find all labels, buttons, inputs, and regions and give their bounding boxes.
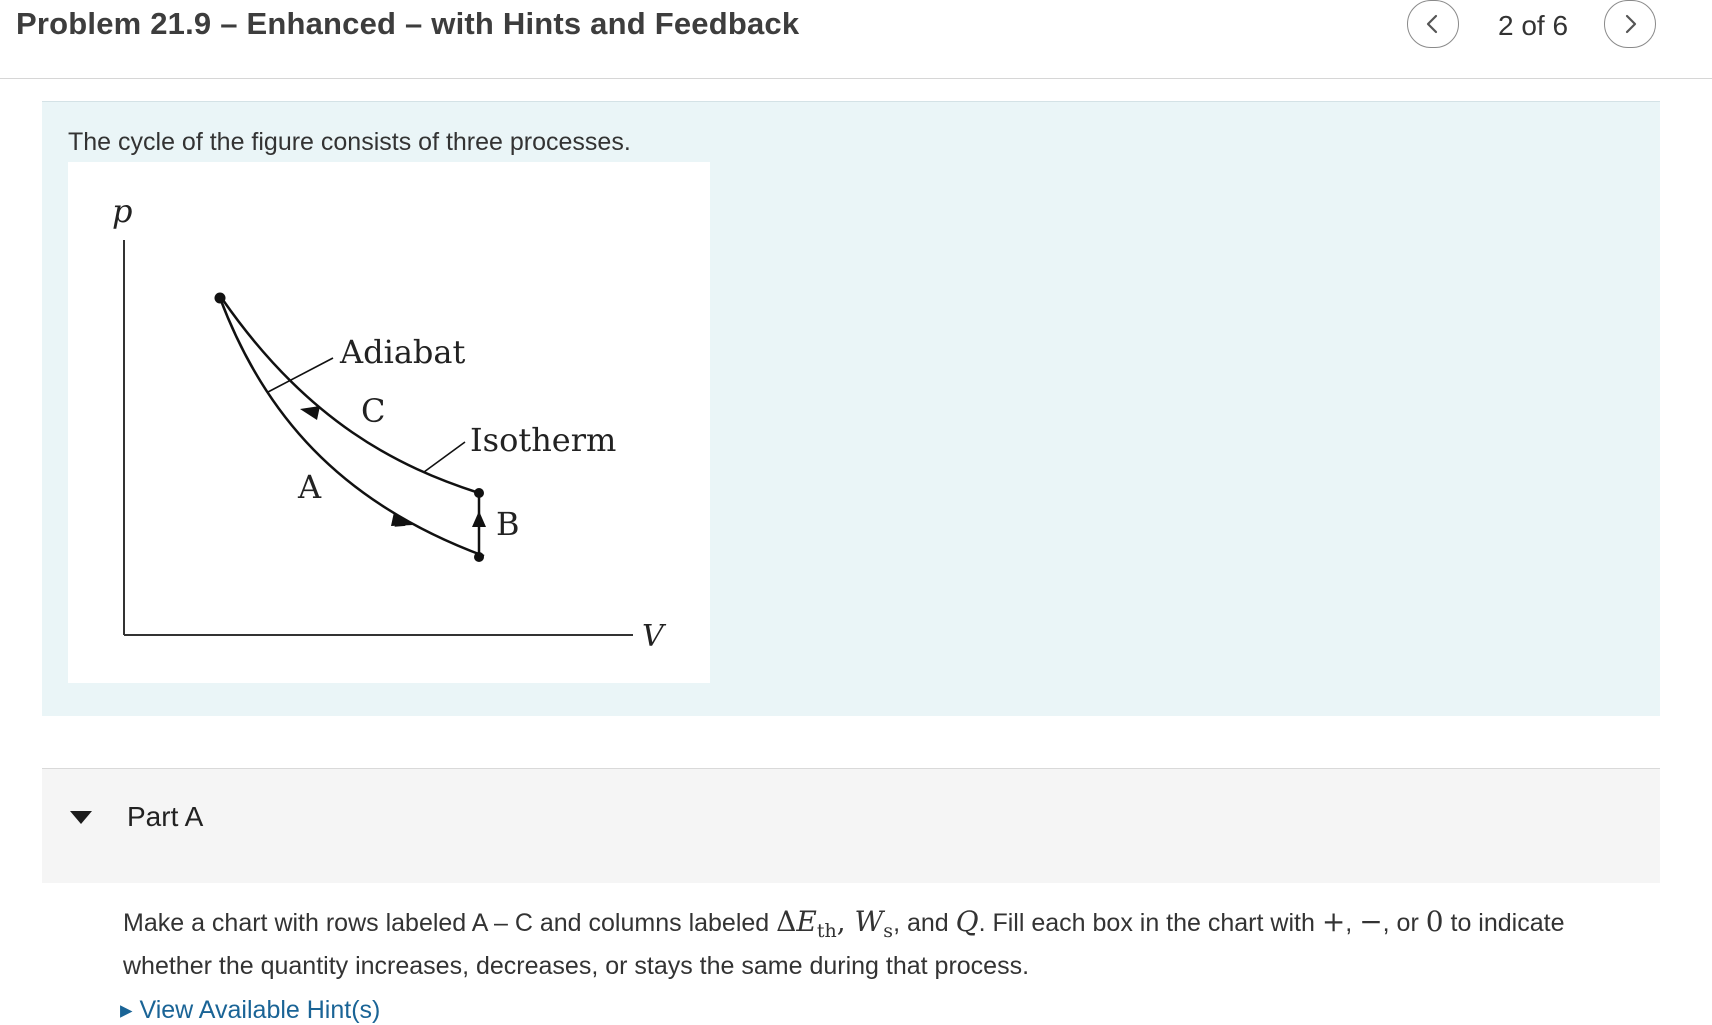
process-a-arrowhead xyxy=(391,512,413,526)
zero-symbol: 0 xyxy=(1425,905,1444,938)
problem-title: Problem 21.9 – Enhanced – with Hints and Feedback xyxy=(16,6,800,41)
adiabat-label: Adiabat xyxy=(340,333,466,371)
question-text-2: , and xyxy=(893,909,956,937)
adiabat-leader-line xyxy=(268,358,333,392)
intro-text: The cycle of the figure consists of three processes. xyxy=(68,128,631,156)
question-comma-1: , xyxy=(836,905,855,938)
part-a-label: Part A xyxy=(127,801,204,832)
question-text-4: to indicate whether the quantity increases, decreases, or stays the same during that process. xyxy=(123,909,1565,980)
hint-caret-icon: ▸ xyxy=(120,996,140,1024)
isotherm-label: Isotherm xyxy=(470,421,617,459)
collapse-caret-icon[interactable] xyxy=(70,811,92,824)
view-hints-link[interactable] xyxy=(120,995,380,1025)
p-axis-label: p xyxy=(112,192,133,230)
heat-symbol: Q xyxy=(955,905,979,938)
delta-symbol: Δ xyxy=(776,905,797,938)
problem-intro-panel xyxy=(42,101,1660,716)
question-text-3: . Fill each box in the chart with xyxy=(978,909,1322,937)
process-b-label: B xyxy=(496,505,520,543)
process-c-arrowhead xyxy=(300,406,320,420)
process-b-arrowhead xyxy=(472,511,486,527)
question-comma-3: , or xyxy=(1382,909,1426,937)
problem-counter: 2 of 6 xyxy=(1497,10,1569,41)
chevron-left-icon xyxy=(1422,13,1444,35)
previous-problem-button[interactable] xyxy=(1407,0,1459,48)
process-a-label: A xyxy=(298,468,322,506)
energy-symbol: E xyxy=(796,905,817,938)
state-point-2 xyxy=(474,488,484,498)
pv-diagram-figure xyxy=(68,162,710,683)
pv-diagram xyxy=(68,162,710,683)
state-point-1 xyxy=(215,293,226,304)
question-comma-2: , xyxy=(1345,909,1360,937)
chevron-right-icon xyxy=(1619,13,1641,35)
next-problem-button[interactable] xyxy=(1604,0,1656,48)
minus-symbol: − xyxy=(1359,905,1383,938)
thermal-subscript: th xyxy=(816,920,837,942)
isotherm-leader-line xyxy=(424,442,465,472)
part-a-question xyxy=(123,904,1653,984)
plus-symbol: + xyxy=(1321,905,1346,938)
view-hints-label: View Available Hint(s) xyxy=(139,996,381,1024)
v-axis-label: V xyxy=(642,619,664,654)
work-subscript: s xyxy=(883,920,894,942)
process-c-label: C xyxy=(361,392,386,430)
question-text-1: Make a chart with rows labeled A – C and columns labeled xyxy=(123,909,777,937)
problem-header xyxy=(0,0,1712,79)
work-symbol: W xyxy=(854,905,884,938)
state-point-3 xyxy=(474,552,484,562)
part-a-header[interactable] xyxy=(42,768,1660,883)
process-c-isotherm-curve xyxy=(223,300,479,493)
